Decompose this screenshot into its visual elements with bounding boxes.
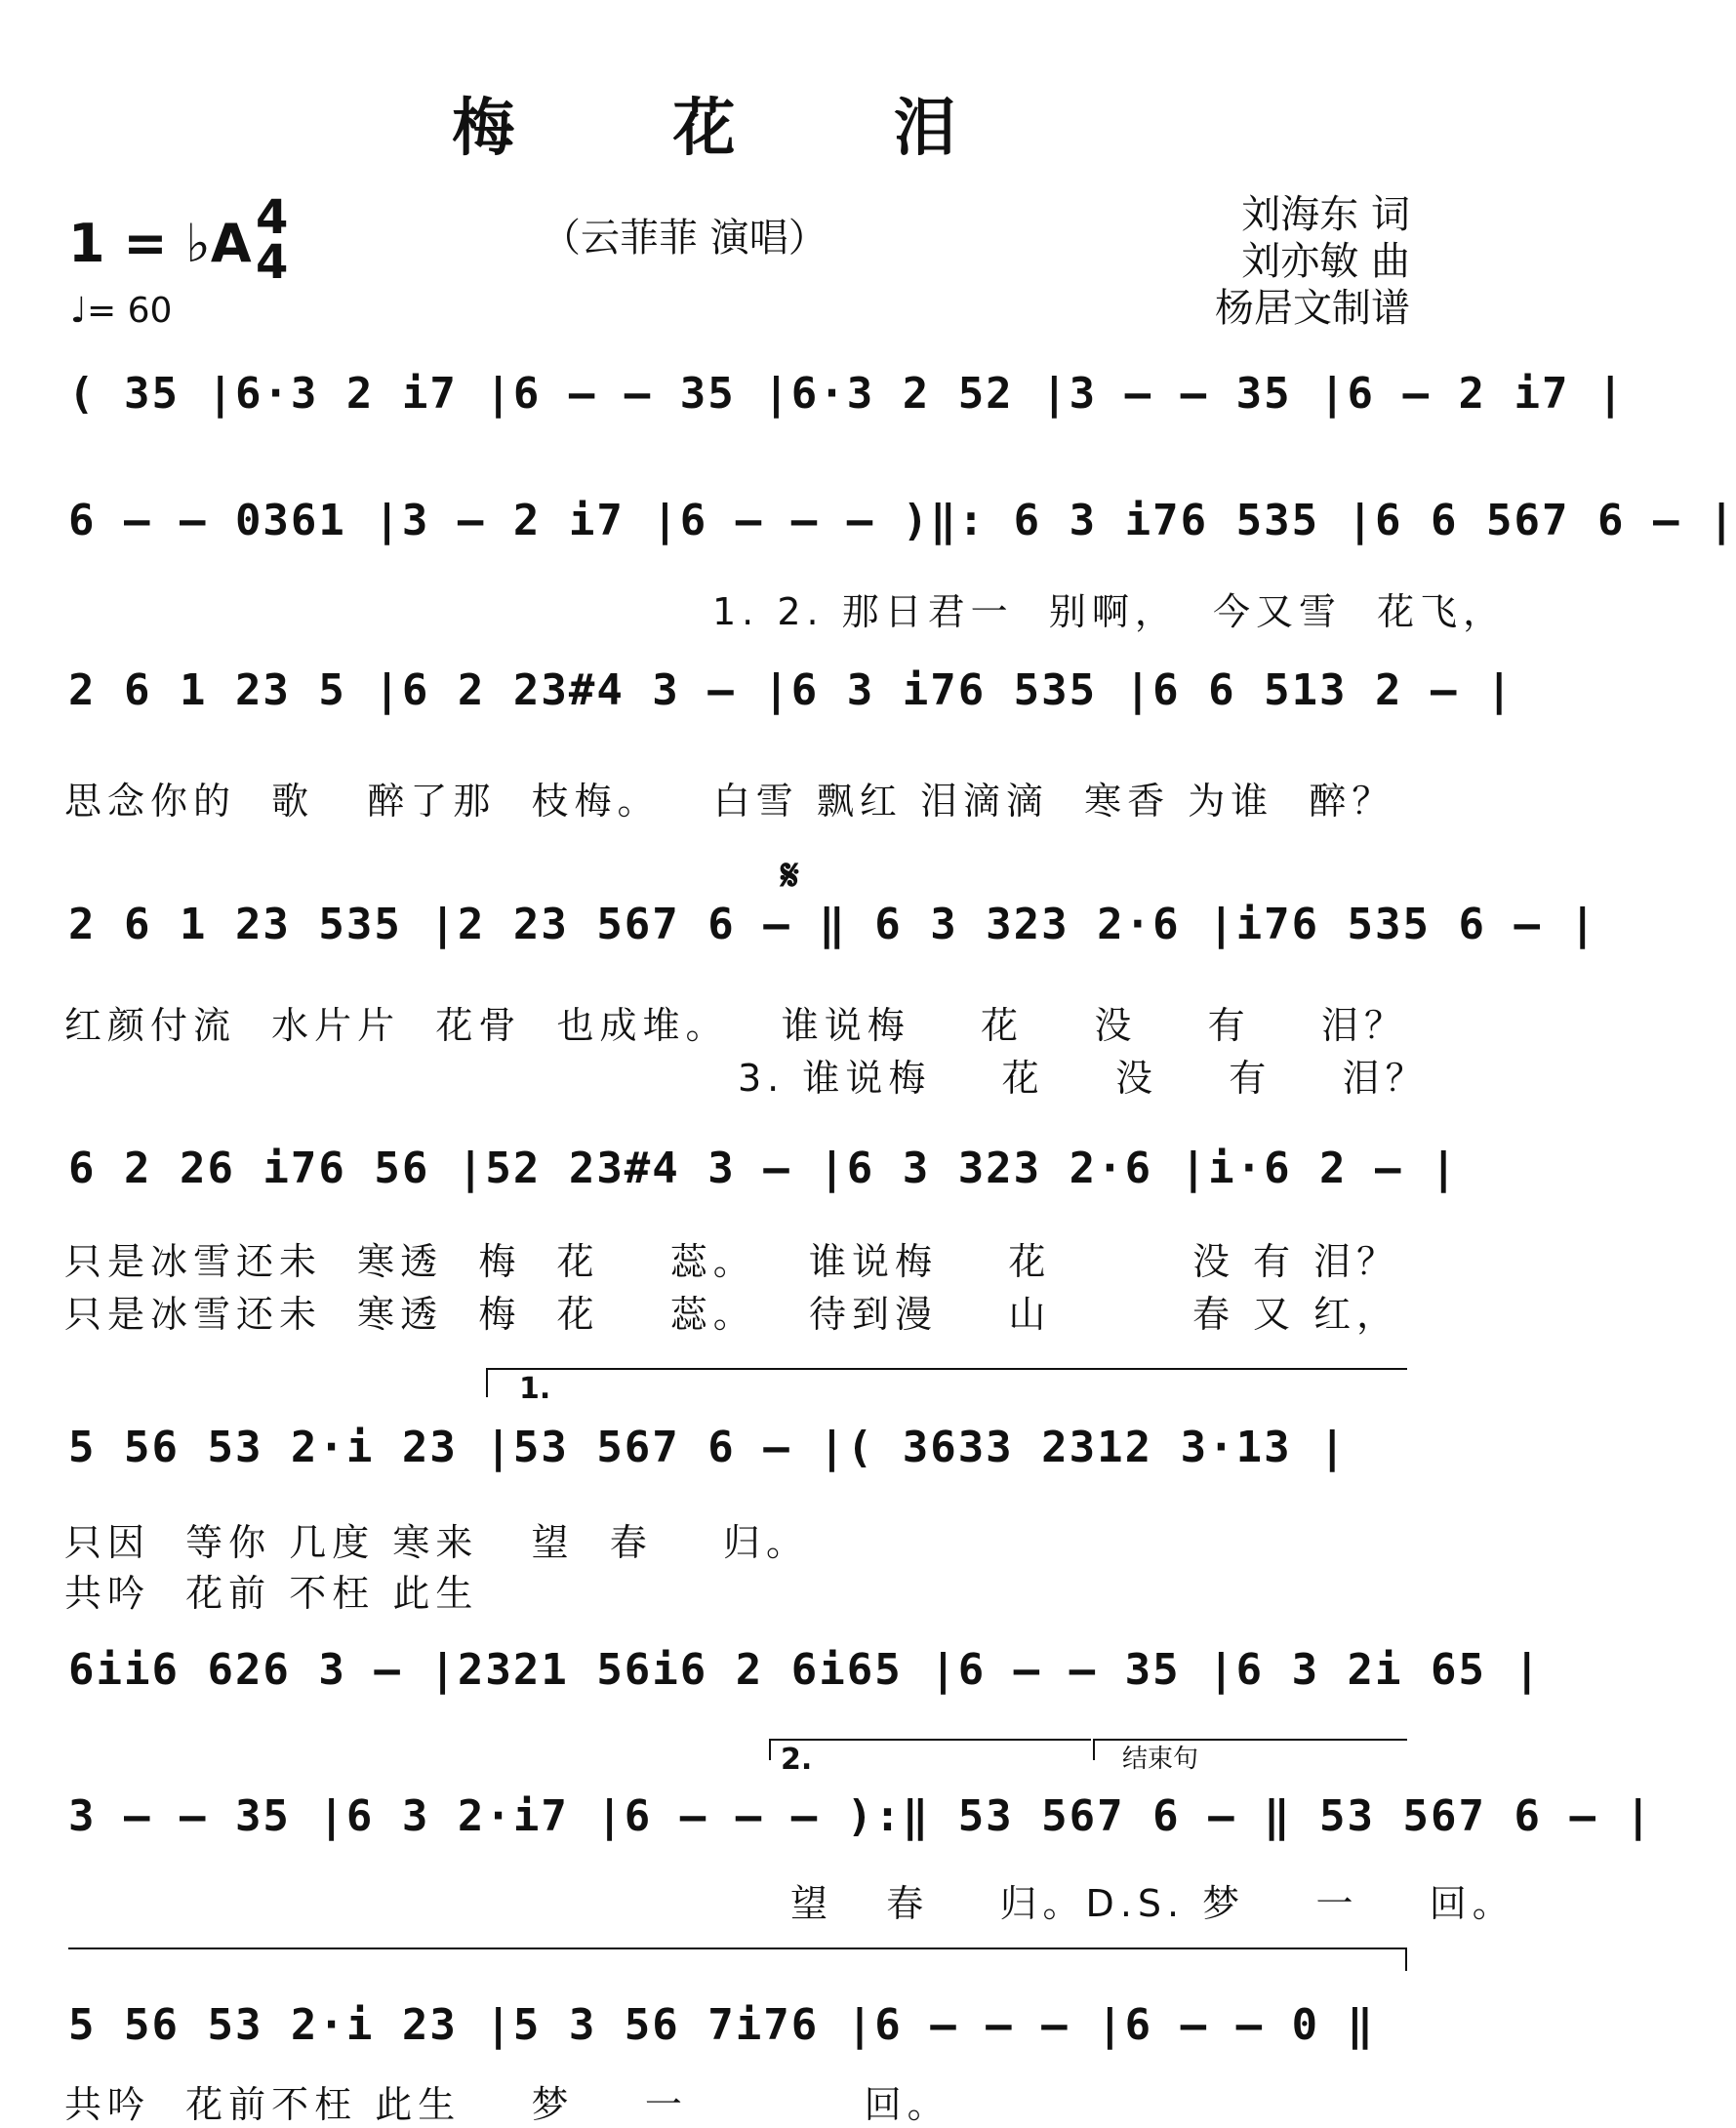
system-4-lyric-1: 红颜付流 水片片 花骨 也成堆。 谁说梅 花 没 有 泪？ [64, 1004, 1407, 1047]
system-8-notes: 3 – – 35 |6 3 2·i7 |6 – – – ):‖ 53 567 6 – ‖ 53 567 6 – | [68, 1791, 1653, 1841]
system-3-notes: 2 6 1 23 5 |6 2 23#4 3 – |6 3 i76 535 |6 6 513 2 – | [68, 665, 1514, 715]
meter-top: 4 [256, 190, 289, 245]
song-title: 梅 花 泪 [452, 92, 1025, 165]
system-6-lyric-1: 只因 等你 几度 寒来 望 春 归。 [64, 1521, 810, 1564]
system-5-lyric-1: 只是冰雪还未 寒透 梅 花 蕊。 谁说梅 花 没 有 泪？ [64, 1240, 1400, 1283]
system-2-lyric-1: 1. 2. 那日君一 别啊， 今又雪 花飞， [712, 590, 1507, 633]
system-7-notes: 6ii6 626 3 – |2321 56i6 2 6i65 |6 – – 35 |6 3 2i 65 | [68, 1645, 1542, 1695]
lyricist: 刘海东 词 [1241, 192, 1410, 237]
system-3-lyric-1: 思念你的 歌 醉了那 枝梅。 白雪 飘红 泪滴滴 寒香 为谁 醉？ [64, 780, 1395, 823]
system-5-lyric-2: 只是冰雪还未 寒透 梅 花 蕊。 待到漫 山 春 又 红， [64, 1293, 1400, 1336]
credits [1215, 191, 1410, 332]
composer: 刘亦敏 曲 [1241, 239, 1410, 284]
system-8-lyric-1: 望 春 归。D.S. 梦 一 回。 [790, 1882, 1515, 1925]
segno-sign: 𝄋 [781, 851, 799, 901]
system-9-lyric-1: 共吟 花前不枉 此生 梦 一 回。 [64, 2083, 950, 2126]
meter-bottom: 4 [256, 235, 289, 290]
system-4-lyric-2: 3. 谁说梅 花 没 有 泪？ [738, 1057, 1429, 1100]
system-2-notes: 6 – – 0361 |3 – 2 i7 |6 – – – )‖: 6 3 i76 535 |6 6 567 6 – | [68, 496, 1736, 545]
ending-phrase-label: 结束句 [1122, 1745, 1199, 1774]
transcriber: 杨居文制谱 [1215, 286, 1410, 331]
first-ending-label: 1. [519, 1372, 551, 1406]
time-signature [256, 190, 289, 290]
performer-line: （云菲菲 演唱） [542, 216, 828, 261]
key-signature: 1 = ♭A [68, 213, 252, 274]
system-5-notes: 6 2 26 i76 56 |52 23#4 3 – |6 3 323 2·6 |i·6 2 – | [68, 1144, 1459, 1193]
system-1-notes: ( 35 |6·3 2 i7 |6 – – 35 |6·3 2 52 |3 – – 35 |6 – 2 i7 | [68, 369, 1626, 419]
system-9-notes: 5 56 53 2·i 23 |5 3 56 7i76 |6 – – – |6 – – 0 ‖ [68, 2000, 1376, 2050]
system-6-lyric-2: 共吟 花前 不枉 此生 [64, 1572, 479, 1615]
tempo-marking: ♩= 60 [70, 291, 173, 331]
second-ending-label: 2. [781, 1743, 813, 1777]
system-6-notes: 5 56 53 2·i 23 |53 567 6 – |( 3633 2312 3·13 | [68, 1423, 1348, 1472]
system-4-notes: 2 6 1 23 535 |2 23 567 6 – ‖ 6 3 323 2·6 |i76 535 6 – | [68, 900, 1597, 949]
